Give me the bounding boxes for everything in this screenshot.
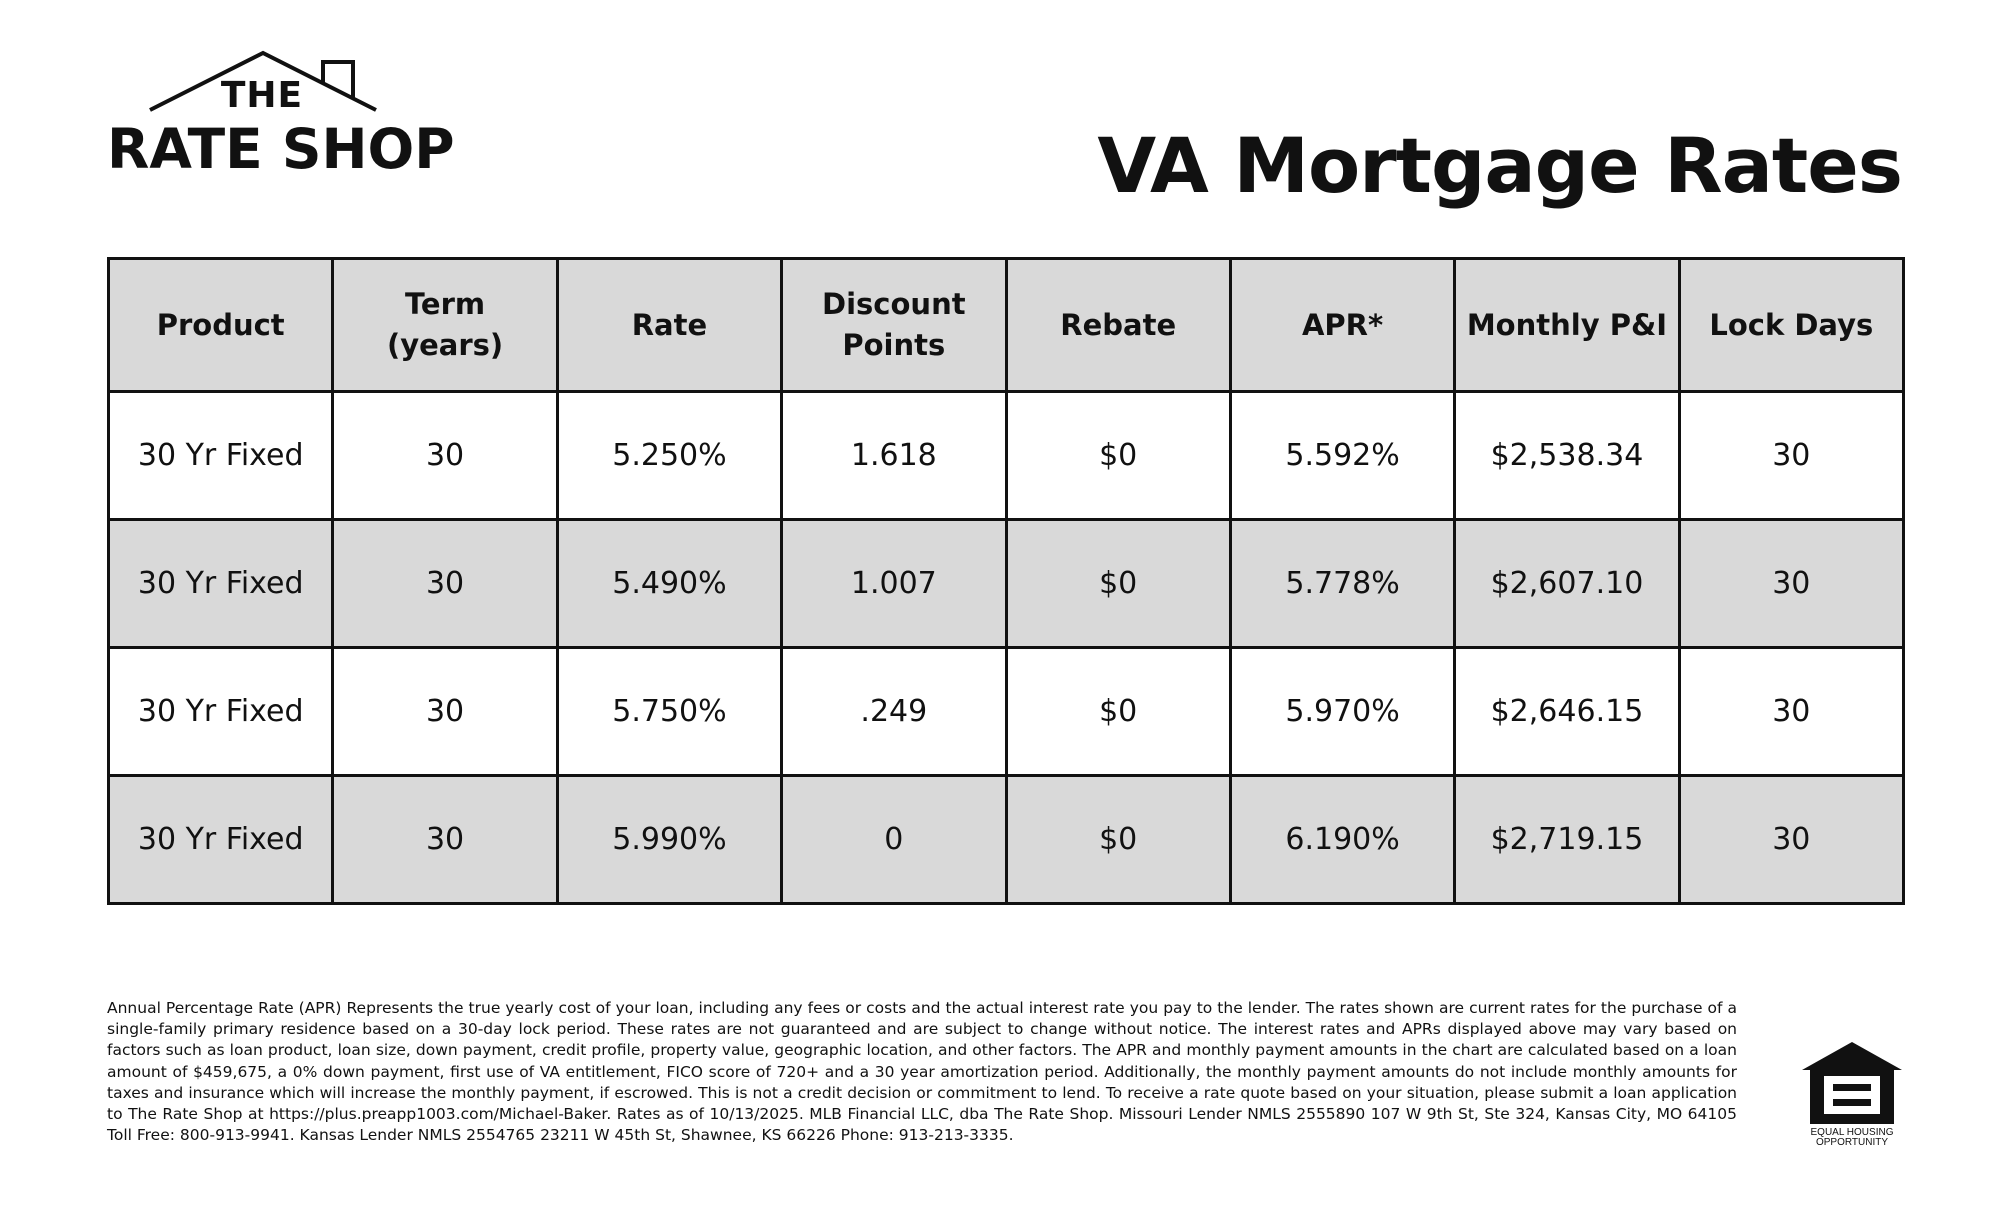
header-label: (years) — [386, 328, 504, 362]
equal-housing-icon — [1800, 1040, 1904, 1126]
cell-product: 30 Yr Fixed — [109, 520, 333, 648]
header-label: Rate — [631, 307, 708, 342]
rates-table — [107, 257, 1905, 905]
header-discount-points — [782, 259, 1006, 392]
cell-term: 30 — [333, 776, 557, 904]
header-label: Points — [842, 328, 946, 362]
cell-product: 30 Yr Fixed — [109, 648, 333, 776]
cell-product: 30 Yr Fixed — [109, 776, 333, 904]
equal-housing-label — [1800, 1128, 1904, 1148]
cell-term: 30 — [333, 648, 557, 776]
cell-discount-points: 0 — [782, 776, 1006, 904]
header-label: Product — [156, 307, 285, 342]
cell-lock-days: 30 — [1679, 392, 1903, 520]
header-label: Lock Days — [1709, 307, 1874, 342]
header-row — [109, 259, 1904, 392]
header-label: APR* — [1301, 307, 1384, 342]
cell-monthly-pi: $2,646.15 — [1455, 648, 1679, 776]
cell-lock-days: 30 — [1679, 520, 1903, 648]
header-monthly-pi — [1455, 259, 1679, 392]
cell-lock-days: 30 — [1679, 776, 1903, 904]
table-row — [109, 776, 1904, 904]
equal-housing-line-2: OPPORTUNITY — [1815, 1137, 1889, 1148]
page-title: VA Mortgage Rates — [1097, 121, 1902, 210]
cell-rate: 5.250% — [557, 392, 781, 520]
cell-product: 30 Yr Fixed — [109, 392, 333, 520]
table-row — [109, 648, 1904, 776]
equal-housing-logo — [1800, 1040, 1904, 1152]
cell-rate: 5.490% — [557, 520, 781, 648]
cell-apr: 5.970% — [1230, 648, 1454, 776]
header-label: Discount — [822, 287, 966, 322]
cell-rate: 5.990% — [557, 776, 781, 904]
cell-apr: 5.592% — [1230, 392, 1454, 520]
header-rate — [557, 259, 781, 392]
cell-monthly-pi: $2,719.15 — [1455, 776, 1679, 904]
cell-discount-points: 1.007 — [782, 520, 1006, 648]
cell-monthly-pi: $2,607.10 — [1455, 520, 1679, 648]
header-lock-days — [1679, 259, 1903, 392]
cell-rebate: $0 — [1006, 392, 1230, 520]
header-product — [109, 259, 333, 392]
equal-housing-line-1: EQUAL HOUSING — [1810, 1127, 1894, 1138]
header-label: Rebate — [1060, 307, 1177, 342]
header-label: Term — [405, 287, 486, 322]
cell-rebate: $0 — [1006, 648, 1230, 776]
logo-line-1: THE — [220, 75, 304, 116]
cell-rate: 5.750% — [557, 648, 781, 776]
cell-term: 30 — [333, 392, 557, 520]
company-logo — [107, 50, 455, 185]
header-rebate — [1006, 259, 1230, 392]
logo-line-2: RATE SHOP — [107, 117, 455, 181]
table-row — [109, 520, 1904, 648]
table-row — [109, 392, 1904, 520]
header-term — [333, 259, 557, 392]
disclaimer-text: Annual Percentage Rate (APR) Represents the true yearly cost of your loan, including any fees or costs and the actual interest rate you pay to the lender. The rates shown are current rates for the purchase of a single-family primary residence based on a 30-day lock period. These rates are not guaranteed and are subject to change without notice. The interest rates and APRs displayed above may vary based on factors such as loan product, loan size, down payment, credit profile, property value, geographic location, and other factors. The APR and monthly payment amounts in the chart are calculated based on a loan amount of $459,675, a 0% down payment, first use of VA entitlement, FICO score of 720+ and a 30 year amortization period. Additionally, the monthly payment amounts do not include monthly amounts for taxes and insurance which will increase the monthly payment, if escrowed. This is not a credit decision or commitment to lend. To receive a rate quote based on your situation, please submit a loan application to The Rate Shop at https://plus.preapp1003.com/Michael-Baker. Rates as of 10/13/2025. MLB Financial LLC, dba The Rate Shop. Missouri Lender NMLS 2555890 107 W 9th St, Ste 324, Kansas City, MO 64105 Toll Free: 800-913-9941. Kansas Lender NMLS 2554765 23211 W 45th St, Shawnee, KS 66226 Phone: 913-213-3335. — [107, 999, 1737, 1145]
cell-monthly-pi: $2,538.34 — [1455, 392, 1679, 520]
cell-rebate: $0 — [1006, 776, 1230, 904]
cell-discount-points: .249 — [782, 648, 1006, 776]
cell-lock-days: 30 — [1679, 648, 1903, 776]
cell-discount-points: 1.618 — [782, 392, 1006, 520]
header-label: Monthly P&I — [1466, 307, 1668, 342]
cell-apr: 5.778% — [1230, 520, 1454, 648]
cell-apr: 6.190% — [1230, 776, 1454, 904]
header-apr — [1230, 259, 1454, 392]
cell-rebate: $0 — [1006, 520, 1230, 648]
cell-term: 30 — [333, 520, 557, 648]
